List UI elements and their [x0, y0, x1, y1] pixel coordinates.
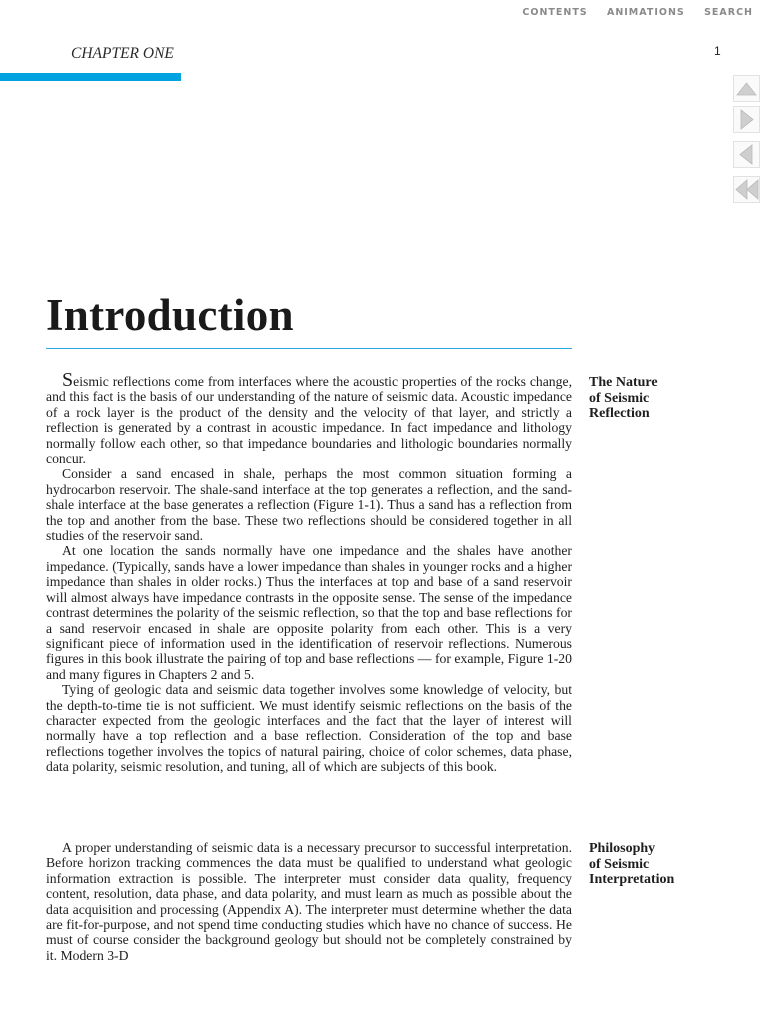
title-rule — [46, 348, 572, 349]
section-heading-line: of Seismic — [589, 856, 650, 872]
drop-cap: S — [62, 369, 74, 391]
previous-page-icon — [733, 141, 760, 168]
next-page-icon — [733, 106, 760, 133]
section-body-nature-of-seismic-reflection — [46, 369, 572, 775]
section-heading-line: of Seismic — [589, 390, 650, 406]
section-heading-line: Reflection — [589, 406, 650, 421]
animations-link[interactable]: ANIMATIONS — [606, 7, 685, 18]
section-heading-line: Interpretation — [589, 872, 675, 887]
paragraph — [46, 369, 572, 467]
page-number: 1 — [714, 44, 721, 58]
paragraph-text: eismic reflections come from interfaces where the acoustic properties of the rocks change, and this fact is the basis of our understanding of the nature of seismic data. Acoustic impedance of a rock layer is the product of the density and the velocity of that layer, and strictly a reflection is generated by a contrast in acoustic impedance. In fact impedance and lithology normally follow each other, so that impedance boundaries and lithologic boundaries normally concur. — [46, 374, 572, 467]
section-heading-philosophy-of-seismic-interpretation — [589, 841, 674, 888]
paragraph: Tying of geologic data and seismic data together involves some knowledge of velocity, but the depth-to-time tie is not sufficient. We must identify seismic reflections on the basis of the character expected from the geologic interfaces and the fact that the layer of interest will normally have a top reflection and a base reflection. Consideration of the top and base reflections together involves the topics of natural pairing, choice of color schemes, data phase, data polarity, seismic resolution, and tuning, all of which are subjects of this book. — [46, 682, 572, 775]
chapter-label: CHAPTER ONE — [71, 45, 174, 62]
paragraph: At one location the sands normally have one impedance and the shales have another impedance. (Typically, sands have a lower impedance than shales in younger rocks and a higher impedance than shales in older rocks.) Thus the interfaces at top and base of a sand reservoir will almost always have impedance contrasts in the opposite sense. The sense of the impedance contrast determines the polarity of the seismic reflection, so that the top and base reflections for a sand reservoir encased in shale are opposite polarity from each other. This is a very significant piece of information used in the identification of reservoir reflections. Numerous figures in this book illustrate the pairing of top and base reflections — for example, Figure 1-20 and many figures in Chapters 2 and 5. — [46, 543, 572, 682]
next-page-button[interactable] — [733, 106, 760, 133]
previous-page-button[interactable] — [733, 141, 760, 168]
top-navigation — [507, 7, 753, 18]
contents-link[interactable]: CONTENTS — [522, 7, 588, 18]
back-button[interactable] — [733, 176, 760, 203]
page-title: Introduction — [46, 290, 294, 340]
paragraph: Consider a sand encased in shale, perhaps the most common situation forming a hydrocarbon reservoir. The shale-sand interface at the top generates a reflection, and the sand-shale interface at the base generates a reflection (Figure 1-1). Thus a sand has a reflection from the top and another from the base. These two reflections should be considered together in all studies of the reservoir sand. — [46, 466, 572, 544]
paragraph: A proper understanding of seismic data is a necessary precursor to successful interpretation. Before horizon tracking commences the data must be qualified to understand what geologic information extraction is possible. The interpreter must consider data quality, frequency content, resolution, data phase, and data polarity, and must learn as much as possible about the data acquisition and processing (Appendix A). The interpreter must determine whether the data are fit-for-purpose, and not spend time conducting studies which have no chance of success. He must of course consider the background geology but should not be completely constrained by it. Modern 3-D — [46, 840, 572, 963]
search-link[interactable]: SEARCH — [704, 7, 753, 18]
up-arrow-icon — [733, 75, 760, 102]
chapter-accent-bar — [0, 73, 181, 81]
up-arrow-button[interactable] — [733, 75, 760, 102]
back-icon — [733, 176, 760, 203]
section-heading-nature-of-seismic-reflection — [589, 375, 658, 422]
section-body-philosophy-of-seismic-interpretation — [46, 840, 572, 963]
section-heading-line: Philosophy — [589, 841, 656, 856]
section-heading-line: The Nature — [589, 375, 658, 390]
